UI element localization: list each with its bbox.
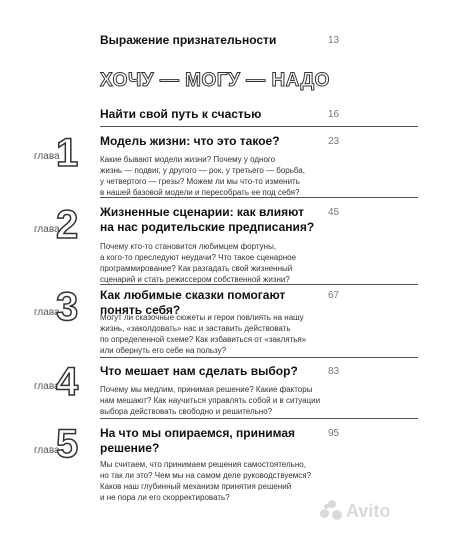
chapter-number: 5	[56, 422, 79, 466]
chapter-description: Почему мы медлим, принимая решение? Какие факторы нам мешают? Как научиться управлять собой и в ситуации выбора действовать свободно и решительно?	[100, 385, 321, 416]
chapter-page-number: 95	[328, 428, 340, 439]
chapter-description: Какие бывают модели жизни? Почему у одного жизнь — подвиг, у другого — рок, у третьего — борьба, у четвертого — грезы? Можем ли мы что-то изменить в нашей базовой модели и пересобрать ее под себя?	[100, 155, 305, 197]
section-title: ХОЧУ — МОГУ — НАДО	[100, 70, 330, 91]
divider	[100, 357, 418, 358]
chapter-description: Мы считаем, что принимаем решения самостоятельно, но так ли это? Чем мы на самом деле руководствуемся? Каков наш глубинный механизм принятия решений и не пора ли его скорректировать?	[100, 460, 312, 502]
chapter-page-number: 45	[328, 207, 340, 218]
chapter-title: Как любимые сказки помогают понять себя?	[100, 288, 286, 317]
chapter-page-number: 67	[328, 290, 340, 301]
chapter-number: 4	[56, 360, 79, 404]
chapter-label: глава	[34, 307, 60, 318]
chapter-label: глава	[34, 151, 60, 162]
chapter-title: Жизненные сценарии: как влияют на нас родительские предписания?	[100, 205, 315, 234]
chapter-number: 2	[56, 203, 79, 247]
watermark-text: Avito	[346, 500, 391, 521]
chapter-page-number: 23	[328, 136, 340, 147]
divider	[100, 197, 418, 198]
chapter-label: глава	[34, 445, 60, 456]
divider	[100, 284, 418, 285]
chapter-label: глава	[34, 381, 60, 392]
chapter-number: 1	[56, 131, 79, 175]
divider	[100, 126, 418, 127]
chapter-label: глава	[34, 224, 60, 235]
chapter-description: Почему кто-то становится любимцем фортуны, а кого-то преследуют неудачи? Что такое сценарное программирование? Как разгадать свой жизненный сценарий и стать режиссером собственной жизни?	[100, 242, 297, 284]
subsection-title: Найти свой путь к счастью	[100, 107, 262, 121]
chapter-title: На что мы опираемся, принимая решение?	[100, 426, 295, 455]
divider	[100, 418, 418, 419]
chapter-description: Могут ли сказочные сюжеты и герои повлиять на нашу жизнь, «заколдовать» нас и заставить действовать по определенной схеме? Как избавиться от «заклятья» или обернуть его себе на пользу?	[100, 313, 307, 355]
intro-page-number: 13	[328, 35, 340, 46]
avito-watermark	[320, 500, 390, 522]
avito-logo-icon	[320, 500, 342, 522]
chapter-number: 3	[56, 285, 79, 329]
chapter-title: Что мешает нам сделать выбор?	[100, 364, 298, 378]
chapter-title: Модель жизни: что это такое?	[100, 134, 280, 148]
subsection-page-number: 16	[328, 109, 340, 120]
intro-title: Выражение признательности	[100, 33, 277, 47]
chapter-page-number: 83	[328, 366, 340, 377]
